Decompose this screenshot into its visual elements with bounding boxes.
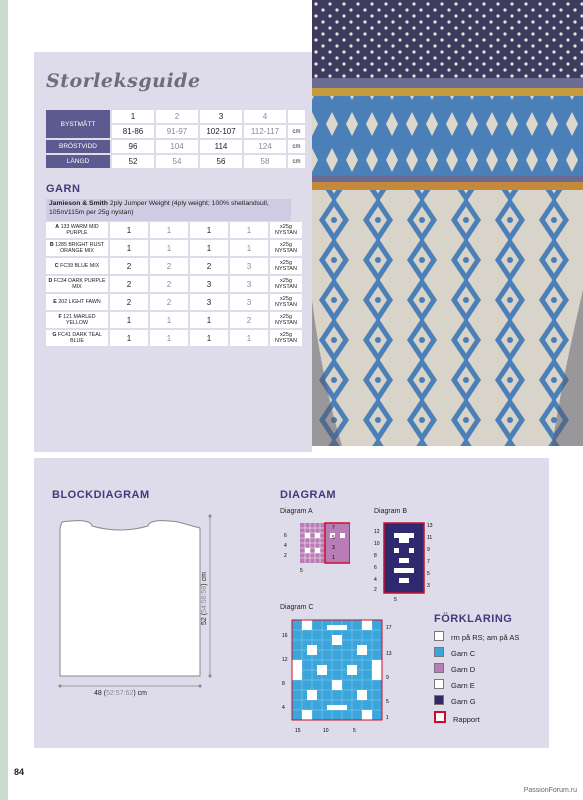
- svg-text:16: 16: [282, 633, 288, 639]
- unit-cell: x25g NYSTAN: [270, 294, 302, 310]
- size-cell: 81-86: [112, 125, 154, 138]
- unit-cell: x25g NYSTAN: [270, 276, 302, 292]
- skein-count-cell: 2: [230, 312, 268, 328]
- yarn-code: F: [58, 314, 62, 320]
- width-measure: [94, 690, 147, 697]
- legend-swatch: [434, 663, 444, 673]
- table-row: [46, 240, 302, 256]
- size-cell: 4: [244, 110, 286, 123]
- diagram-b-label: Diagram B: [374, 508, 408, 515]
- yarn-code: A: [55, 224, 60, 230]
- svg-text:5: 5: [300, 568, 303, 574]
- svg-text:5: 5: [332, 535, 335, 541]
- block-diagram-shape: [40, 508, 240, 713]
- skein-count-cell: 3: [230, 258, 268, 274]
- svg-text:13: 13: [427, 523, 433, 529]
- svg-text:17: 17: [386, 625, 392, 631]
- unit-cell: x25g NYSTAN: [270, 330, 302, 346]
- sweater-photo: [312, 0, 583, 446]
- yarn-color-label: [46, 294, 108, 310]
- row-label: BRÖSTVIDD: [46, 140, 110, 153]
- size-cell: 56: [200, 155, 242, 168]
- skein-count-cell: 1: [230, 240, 268, 256]
- svg-text:11: 11: [427, 535, 433, 541]
- unit-cell: cm: [288, 125, 305, 138]
- yarn-code: E: [53, 299, 57, 305]
- skein-count-cell: 1: [150, 222, 188, 238]
- skein-count-cell: 2: [110, 258, 148, 274]
- skein-count-cell: 1: [150, 240, 188, 256]
- skein-count-cell: 3: [190, 294, 228, 310]
- yarn-code: D: [48, 278, 53, 284]
- yarn-color-label: [46, 312, 108, 328]
- skein-count-cell: 1: [110, 222, 148, 238]
- yarn-color-label: [46, 222, 108, 238]
- svg-text:2: 2: [284, 553, 287, 559]
- width-main: 48 (: [94, 690, 107, 697]
- size-cell: 102-107: [200, 125, 242, 138]
- skein-count-cell: 3: [190, 276, 228, 292]
- skein-count-cell: 2: [110, 276, 148, 292]
- svg-text:4: 4: [284, 543, 287, 549]
- table-row: [46, 222, 302, 238]
- yarn-name: FC34 DARK PURPLE MIX: [53, 278, 106, 290]
- size-cell: 1: [112, 110, 154, 123]
- row-label: BYSTMÅTT: [46, 110, 110, 138]
- legend-item: [434, 711, 480, 724]
- row-label: LÄNGD: [46, 155, 110, 168]
- height-main: 52 (: [201, 612, 208, 625]
- yarn-code: B: [49, 242, 54, 248]
- height-sizes: 54:56:58: [201, 585, 208, 613]
- svg-text:5: 5: [353, 728, 356, 734]
- size-table: [44, 108, 307, 170]
- skein-count-cell: 1: [110, 312, 148, 328]
- unit-cell: x25g NYSTAN: [270, 240, 302, 256]
- size-cell: 54: [156, 155, 198, 168]
- knit-photo-illustration: [312, 0, 583, 446]
- svg-text:10: 10: [323, 728, 329, 734]
- unit-cell: x25g NYSTAN: [270, 222, 302, 238]
- svg-text:3: 3: [332, 545, 335, 551]
- legend-item: [434, 695, 476, 706]
- skein-count-cell: 1: [190, 240, 228, 256]
- size-cell: 2: [156, 110, 198, 123]
- table-row: [46, 110, 305, 123]
- svg-text:12: 12: [374, 529, 380, 535]
- size-cell: 124: [244, 140, 286, 153]
- svg-text:6: 6: [374, 565, 377, 571]
- legend-label: Rapport: [453, 715, 480, 724]
- size-cell: 96: [112, 140, 154, 153]
- table-row: [46, 140, 305, 153]
- skein-count-cell: 1: [110, 240, 148, 256]
- table-row: [46, 276, 302, 292]
- unit-cell: x25g NYSTAN: [270, 258, 302, 274]
- size-cell: 104: [156, 140, 198, 153]
- yarn-brand: Jamieson & Smith: [49, 200, 108, 207]
- yarn-color-label: [46, 330, 108, 346]
- legend-swatch: [434, 711, 446, 723]
- height-unit: ) cm: [201, 572, 208, 586]
- yarn-name: 121 MARLED YELLOW: [63, 314, 96, 326]
- svg-text:7: 7: [427, 559, 430, 565]
- legend-swatch: [434, 695, 444, 705]
- size-cell: 91-97: [156, 125, 198, 138]
- svg-text:5: 5: [386, 699, 389, 705]
- height-measure: [201, 572, 208, 625]
- svg-text:13: 13: [386, 651, 392, 657]
- svg-text:4: 4: [374, 577, 377, 583]
- legend-label: Garn E: [451, 681, 475, 690]
- unit-cell: cm: [288, 155, 305, 168]
- legend-label: Garn G: [451, 697, 476, 706]
- skein-count-cell: 1: [110, 330, 148, 346]
- skein-count-cell: 1: [190, 312, 228, 328]
- width-sizes: 52:57:62: [106, 690, 134, 697]
- yarn-color-label: [46, 240, 108, 256]
- svg-text:7: 7: [332, 525, 335, 531]
- diagram-a-label: Diagram A: [280, 508, 313, 515]
- svg-text:1: 1: [386, 715, 389, 721]
- yarn-name: 133 WARM MID PURPLE: [60, 224, 99, 236]
- legend-swatch: [434, 631, 444, 641]
- skein-count-cell: 1: [150, 312, 188, 328]
- skein-count-cell: 2: [190, 258, 228, 274]
- legend-item: [434, 647, 475, 658]
- yarn-name: FC41 DARK TEAL BLUE: [57, 332, 102, 344]
- yarn-code: G: [52, 332, 57, 338]
- yarn-table: [44, 220, 304, 348]
- table-row: [46, 312, 302, 328]
- skein-count-cell: 2: [150, 258, 188, 274]
- yarn-name: 1285 BRIGHT RUST ORANGE MIX: [55, 242, 105, 254]
- yarn-description: [46, 199, 291, 221]
- unit-cell: [288, 110, 305, 123]
- legend-label: Garn C: [451, 649, 476, 658]
- svg-text:9: 9: [427, 547, 430, 553]
- table-row: [46, 330, 302, 346]
- unit-cell: x25g NYSTAN: [270, 312, 302, 328]
- skein-count-cell: 1: [230, 330, 268, 346]
- diagram-c-label: Diagram C: [280, 604, 314, 611]
- unit-cell: cm: [288, 140, 305, 153]
- legend-swatch: [434, 647, 444, 657]
- svg-text:5: 5: [394, 597, 397, 603]
- yarn-heading: GARN: [46, 183, 81, 195]
- size-cell: 112-117: [244, 125, 286, 138]
- size-cell: 3: [200, 110, 242, 123]
- svg-text:4: 4: [282, 705, 285, 711]
- legend-item: [434, 679, 475, 690]
- svg-text:8: 8: [374, 553, 377, 559]
- legend-swatch: [434, 679, 444, 689]
- diagram-b-chart: [372, 519, 442, 604]
- svg-text:8: 8: [282, 681, 285, 687]
- size-cell: 52: [112, 155, 154, 168]
- table-row: [46, 258, 302, 274]
- svg-text:5: 5: [427, 571, 430, 577]
- block-diagram-heading: BLOCKDIAGRAM: [52, 489, 150, 501]
- diagram-a-chart: [280, 519, 350, 579]
- diagram-c-chart: [280, 615, 400, 740]
- skein-count-cell: 2: [110, 294, 148, 310]
- skein-count-cell: 3: [230, 276, 268, 292]
- svg-text:12: 12: [282, 657, 288, 663]
- yarn-code: C: [54, 263, 59, 269]
- diagram-heading: DIAGRAM: [280, 489, 337, 501]
- yarn-color-label: [46, 258, 108, 274]
- legend-heading: FÖRKLARING: [434, 613, 513, 625]
- source-watermark: PassionForum.ru: [523, 787, 577, 794]
- yarn-name: 202 LIGHT FAWN: [58, 299, 101, 305]
- svg-text:1: 1: [332, 555, 335, 561]
- svg-text:3: 3: [427, 583, 430, 589]
- svg-text:6: 6: [284, 533, 287, 539]
- svg-text:2: 2: [374, 587, 377, 593]
- legend-item: [434, 663, 475, 674]
- yarn-name: FC39 BLUE MIX: [60, 263, 100, 269]
- skein-count-cell: 1: [150, 330, 188, 346]
- skein-count-cell: 2: [150, 294, 188, 310]
- table-row: [46, 294, 302, 310]
- table-row: [46, 155, 305, 168]
- svg-text:9: 9: [386, 675, 389, 681]
- yarn-details: 2ply Jumper Weight (4ply weight; 100% shetlandsull, 105m/115m per 25g nystan): [49, 200, 269, 216]
- skein-count-cell: 1: [190, 222, 228, 238]
- legend-label: rm på RS; am på AS: [451, 633, 520, 642]
- size-cell: 114: [200, 140, 242, 153]
- size-cell: 58: [244, 155, 286, 168]
- svg-text:10: 10: [374, 541, 380, 547]
- width-unit: ) cm: [133, 690, 147, 697]
- skein-count-cell: 3: [230, 294, 268, 310]
- skein-count-cell: 1: [230, 222, 268, 238]
- skein-count-cell: 1: [190, 330, 228, 346]
- page-number: 84: [14, 767, 25, 777]
- legend-item: [434, 631, 519, 642]
- yarn-color-label: [46, 276, 108, 292]
- legend-label: Garn D: [451, 665, 476, 674]
- page-title: Storleksguide: [46, 70, 201, 92]
- svg-text:15: 15: [295, 728, 301, 734]
- skein-count-cell: 2: [150, 276, 188, 292]
